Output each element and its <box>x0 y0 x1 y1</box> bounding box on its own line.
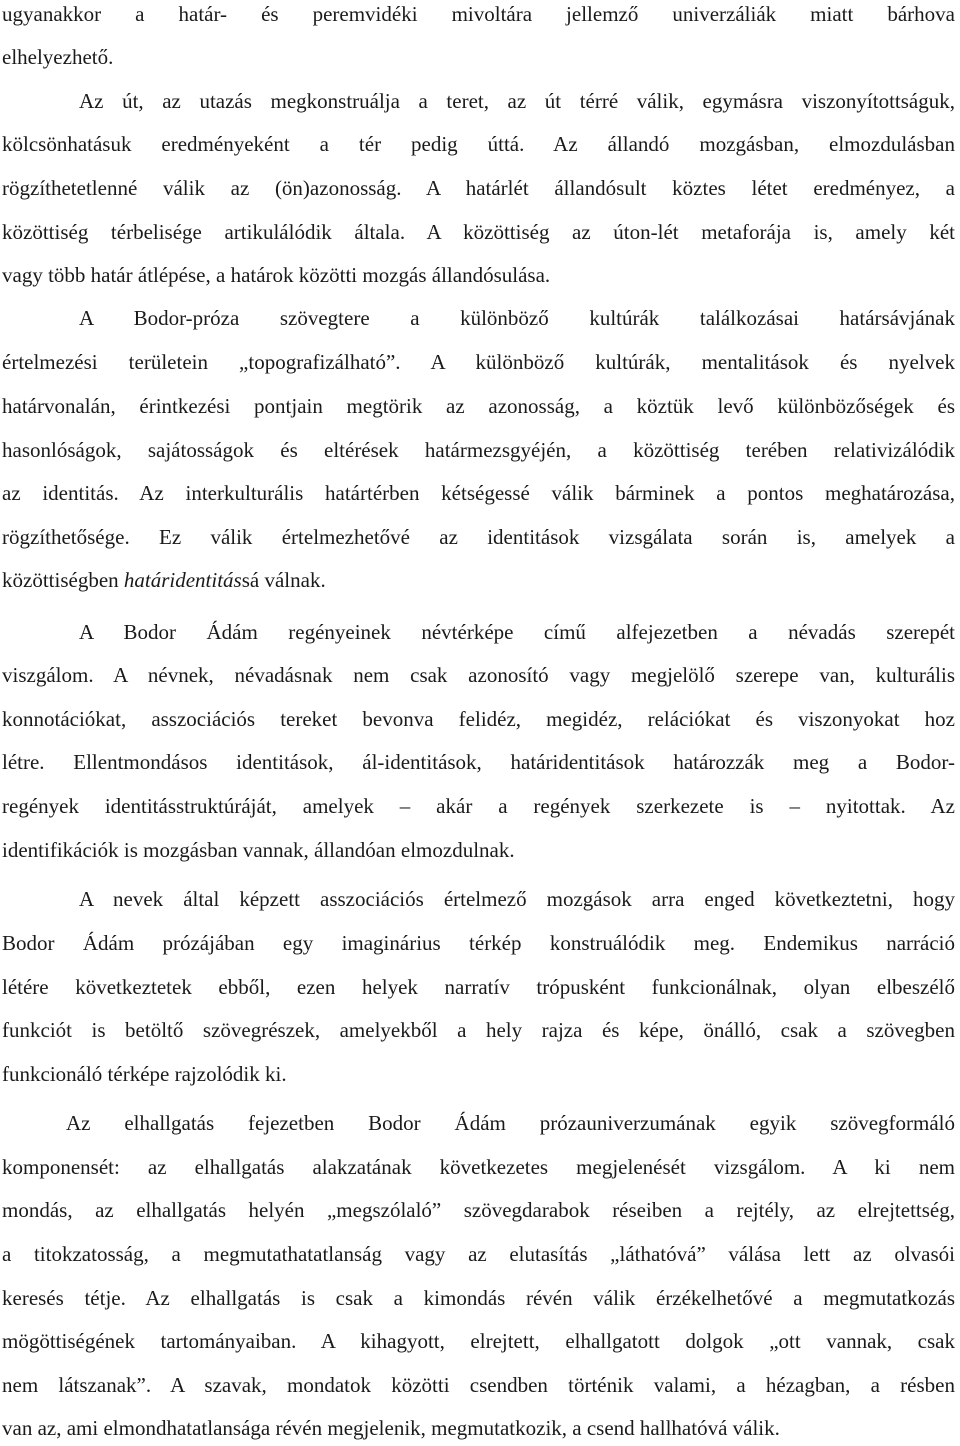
text-line: az identitás. Az interkulturális határtérben kétségessé válik bárminek a pontos meghatározása, <box>2 481 955 505</box>
text-line: a titokzatosság, a megmutathatatlanság vagy az elutasítás „láthatóvá” válása lett az olvasói <box>2 1242 955 1266</box>
text-line: viszgálom. A névnek, névadásnak nem csak azonosító vagy megjelölő szerepe van, kulturális <box>2 663 955 687</box>
text-line: identifikációk is mozgásban vannak, állandóan elmozdulnak. <box>2 838 515 862</box>
text-line: hasonlóságok, sajátosságok és eltérések határmezsgyéjén, a közöttiség terében relativizálódik <box>2 438 955 462</box>
text-line: van az, ami elmondhatatlansága révén megjelenik, megmutatkozik, a csend hallhatóvá válik. <box>2 1416 780 1440</box>
text-line: határvonalán, érintkezési pontjain megtörik az azonosság, a köztük levő különbözőségek és <box>2 394 955 418</box>
text-line: rögzíthetősége. Ez válik értelmezhetővé az identitások vizsgálata során is, amelyek a <box>2 525 955 549</box>
text-line: elhelyezhető. <box>2 45 114 69</box>
italic-term: határidentitás <box>123 568 242 592</box>
text-line: mondás, az elhallgatás helyén „megszólaló” szövegdarabok réseiben a rejtély, az elrejtettség, <box>2 1198 955 1222</box>
text-line: keresés tétje. Az elhallgatás is csak a kimondás révén válik érzékelhetővé a megmutatkozás <box>2 1286 955 1310</box>
text-line: Az elhallgatás fejezetben Bodor Ádám prózauniverzumának egyik szövegformáló <box>66 1111 955 1135</box>
text-line: konnotációkat, asszociációs tereket bevonva felidéz, megidéz, relációkat és viszonyokat hoz <box>2 707 955 731</box>
text-fragment: közöttiségben <box>2 568 124 592</box>
text-line: mögöttiségének tartományaiban. A kihagyott, elrejtett, elhallgatott dolgok „ott vannak, csak <box>2 1329 955 1353</box>
text-line: közöttiség térbelisége artikulálódik általa. A közöttiség az úton-lét metaforája is, amely két <box>2 220 955 244</box>
text-line: A Bodor-próza szövegtere a különböző kultúrák találkozásai határsávjának <box>79 306 955 330</box>
text-line: létre. Ellentmondásos identitások, ál-identitások, határidentitások határozzák meg a Bodor- <box>2 750 955 774</box>
text-line: regények identitásstruktúráját, amelyek – akár a regények szerkezete is – nyitottak. Az <box>2 794 955 818</box>
text-line: A Bodor Ádám regényeinek névtérképe című alfejezetben a névadás szerepét <box>79 620 955 644</box>
text-line: funkciót is betöltő szövegrészek, amelyekből a hely rajza és képe, önálló, csak a szövegben <box>2 1018 955 1042</box>
text-line: létére következtetek ebből, ezen helyek narratív trópusként funkcionálnak, olyan elbeszélő <box>2 975 955 999</box>
text-line: értelmezési területein „topografizálható”. A különböző kultúrák, mentalitások és nyelvek <box>2 350 955 374</box>
text-line: A nevek által képzett asszociációs értelmező mozgások arra enged következtetni, hogy <box>79 887 955 911</box>
text-line: vagy több határ átlépése, a határok közötti mozgás állandósulása. <box>2 263 551 287</box>
text-line: nem látszanak”. A szavak, mondatok közötti csendben történik valami, a hézagban, a résben <box>2 1373 955 1397</box>
text-line: kölcsönhatásuk eredményeként a tér pedig úttá. Az állandó mozgásban, elmozdulásban <box>2 132 955 156</box>
text-line: rögzíthetetlenné válik az (ön)azonosság. A határlét állandósult köztes létet eredményez, a <box>2 176 955 200</box>
text-line: Bodor Ádám prózájában egy imaginárius térkép konstruálódik meg. Endemikus narráció <box>2 931 955 955</box>
text-line <box>2 566 955 594</box>
text-line: Az út, az utazás megkonstruálja a teret, az út térré válik, egymásra viszonyítottságuk, <box>79 89 955 113</box>
text-line: funkcionáló térképe rajzolódik ki. <box>2 1062 287 1086</box>
text-line: ugyanakkor a határ- és peremvidéki mivoltára jellemző univerzáliák miatt bárhova <box>2 2 955 26</box>
text-fragment: sá válnak. <box>241 568 326 592</box>
text-line: komponensét: az elhallgatás alakzatának következetes megjelenését vizsgálom. A ki nem <box>2 1155 955 1179</box>
